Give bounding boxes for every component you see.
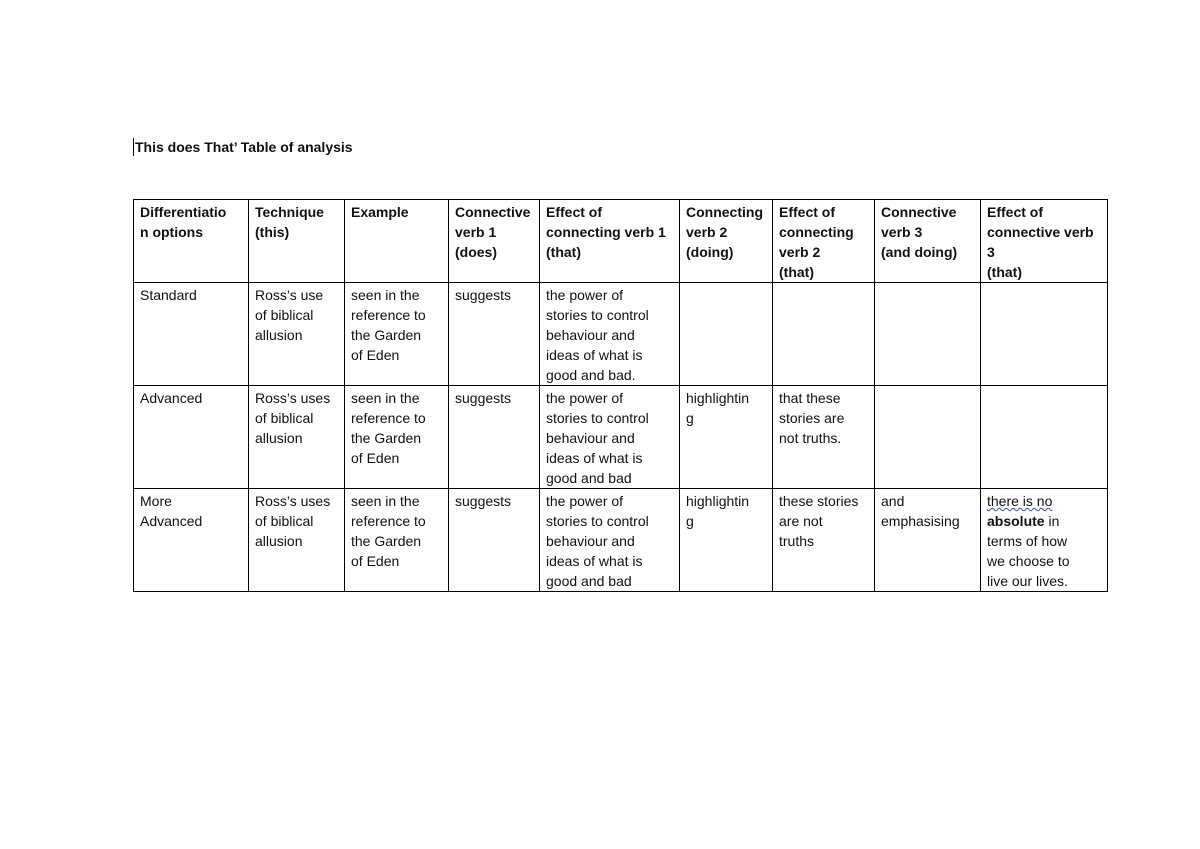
header-connecting-verb-2: Connecting verb 2 (doing) (680, 200, 773, 283)
table-row (134, 489, 1108, 592)
cell-effect-2: these stories are not truths (773, 489, 875, 592)
cell-effect-1: the power of stories to control behaviour and ideas of what is good and bad (540, 386, 680, 489)
cell-verb-1: suggests (449, 283, 540, 386)
page-title-text: This does That’ Table of analysis (135, 139, 353, 155)
header-effect-verb-1: Effect of connecting verb 1 (that) (540, 200, 680, 283)
cell-verb-3 (875, 283, 981, 386)
cell-verb-1: suggests (449, 386, 540, 489)
cell-technique: Ross’s uses of biblical allusion (249, 489, 345, 592)
header-effect-verb-3: Effect of connective verb 3 (that) (981, 200, 1108, 283)
text-cursor (133, 138, 134, 156)
header-technique: Technique (this) (249, 200, 345, 283)
header-example: Example (345, 200, 449, 283)
cell-option: Standard (134, 283, 249, 386)
page-title (133, 138, 353, 156)
table-row (134, 283, 1108, 386)
header-differentiation-options: Differentiatio n options (134, 200, 249, 283)
header-row (134, 200, 1108, 283)
cell-verb-1: suggests (449, 489, 540, 592)
header-effect-verb-2: Effect of connecting verb 2 (that) (773, 200, 875, 283)
cell-verb-2: highlightin g (680, 386, 773, 489)
cell-effect-1: the power of stories to control behaviour and ideas of what is good and bad (540, 489, 680, 592)
effect-3-text-a: there is no (987, 493, 1053, 509)
cell-technique: Ross’s uses of biblical allusion (249, 386, 345, 489)
cell-effect-3 (981, 489, 1108, 592)
cell-option: Advanced (134, 386, 249, 489)
cell-verb-2 (680, 283, 773, 386)
analysis-table (133, 199, 1108, 592)
cell-verb-3 (875, 386, 981, 489)
cell-example: seen in the reference to the Garden of Eden (345, 283, 449, 386)
cell-example: seen in the reference to the Garden of Eden (345, 489, 449, 592)
cell-effect-3 (981, 386, 1108, 489)
cell-example: seen in the reference to the Garden of Eden (345, 386, 449, 489)
cell-effect-2: that these stories are not truths. (773, 386, 875, 489)
cell-verb-2: highlightin g (680, 489, 773, 592)
cell-option: More Advanced (134, 489, 249, 592)
cell-effect-1: the power of stories to control behaviour and ideas of what is good and bad. (540, 283, 680, 386)
cell-technique: Ross’s use of biblical allusion (249, 283, 345, 386)
effect-3-bold: absolute (987, 513, 1045, 529)
cell-effect-3 (981, 283, 1108, 386)
cell-effect-2 (773, 283, 875, 386)
table-row (134, 386, 1108, 489)
effect-3-text-b: in terms of how we choose to live our lives. (987, 513, 1070, 589)
header-connective-verb-1: Connective verb 1 (does) (449, 200, 540, 283)
header-connective-verb-3: Connective verb 3 (and doing) (875, 200, 981, 283)
cell-verb-3: and emphasising (875, 489, 981, 592)
